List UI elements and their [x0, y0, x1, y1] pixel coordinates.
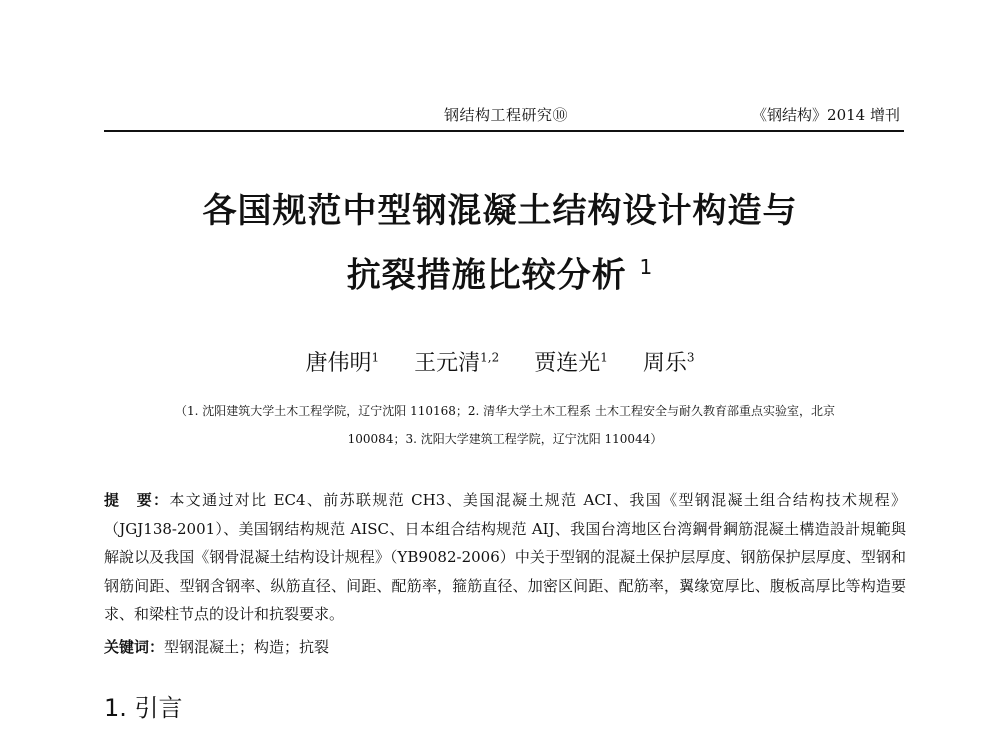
journal-series-label: 钢结构工程研究⑩ — [444, 106, 569, 124]
author-2 — [414, 351, 499, 376]
author-name: 王元清 — [414, 351, 481, 376]
abstract-label: 提 要： — [104, 491, 170, 509]
affiliations — [100, 397, 910, 453]
author-3 — [534, 351, 608, 376]
title-footnote-mark: 1 — [639, 255, 654, 279]
author-list — [0, 346, 1000, 377]
title-line-1: 各国规范中型钢混凝土结构设计构造与 — [202, 191, 798, 231]
title-line-2: 抗裂措施比较分析 — [346, 255, 627, 296]
author-name: 周乐 — [642, 351, 687, 376]
author-name: 唐伟明 — [305, 351, 372, 376]
journal-issue-label: 《钢结构》2014 增刊 — [752, 106, 900, 124]
paper-title — [0, 183, 1000, 303]
author-affiliation-mark: 1 — [371, 350, 380, 365]
keywords-text: 型钢混凝土；构造；抗裂 — [164, 638, 330, 656]
abstract-text: 本文通过对比 EC4、前苏联规范 CH3、美国混凝土规范 ACI、我国《型钢混凝土组合结构技术规程》（JGJ138-2001）、美国钢结构规范 AISC、日本组合结构规范 AIJ、我国台湾地区台湾鋼骨鋼筋混凝土構造設計規範與解說以及我国《钢骨混凝土结构设计规程》（YB9082-2006）中关于型钢的混凝土保护层厚度、钢筋保护层厚度、型钢和钢筋间距、型钢含钢率、纵筋直径、间距、配筋率，箍筋直径、加密区间距、配筋率，翼缘宽厚比、腹板高厚比等构造要求、和梁柱节点的设计和抗裂要求。 — [104, 491, 906, 623]
author-name: 贾连光 — [534, 351, 601, 376]
title-line-2-wrap — [0, 239, 1000, 303]
affiliation-line-2: 100084；3. 沈阳大学建筑工程学院，辽宁沈阳 110044） — [347, 432, 663, 446]
section-heading: 1. 引言 — [104, 694, 183, 722]
author-1 — [305, 351, 379, 376]
keywords — [104, 636, 906, 657]
running-header — [104, 96, 904, 132]
author-affiliation-mark: 1,2 — [480, 350, 500, 365]
author-affiliation-mark: 1 — [600, 350, 608, 365]
affiliation-line-1: （1. 沈阳建筑大学土木工程学院，辽宁沈阳 110168；2. 清华大学土木工程系 土木工程安全与耐久教育部重点实验室，北京 — [175, 404, 835, 418]
author-4 — [643, 351, 695, 376]
keywords-label: 关键词： — [104, 638, 165, 656]
abstract — [104, 486, 906, 629]
author-affiliation-mark: 3 — [686, 350, 695, 365]
